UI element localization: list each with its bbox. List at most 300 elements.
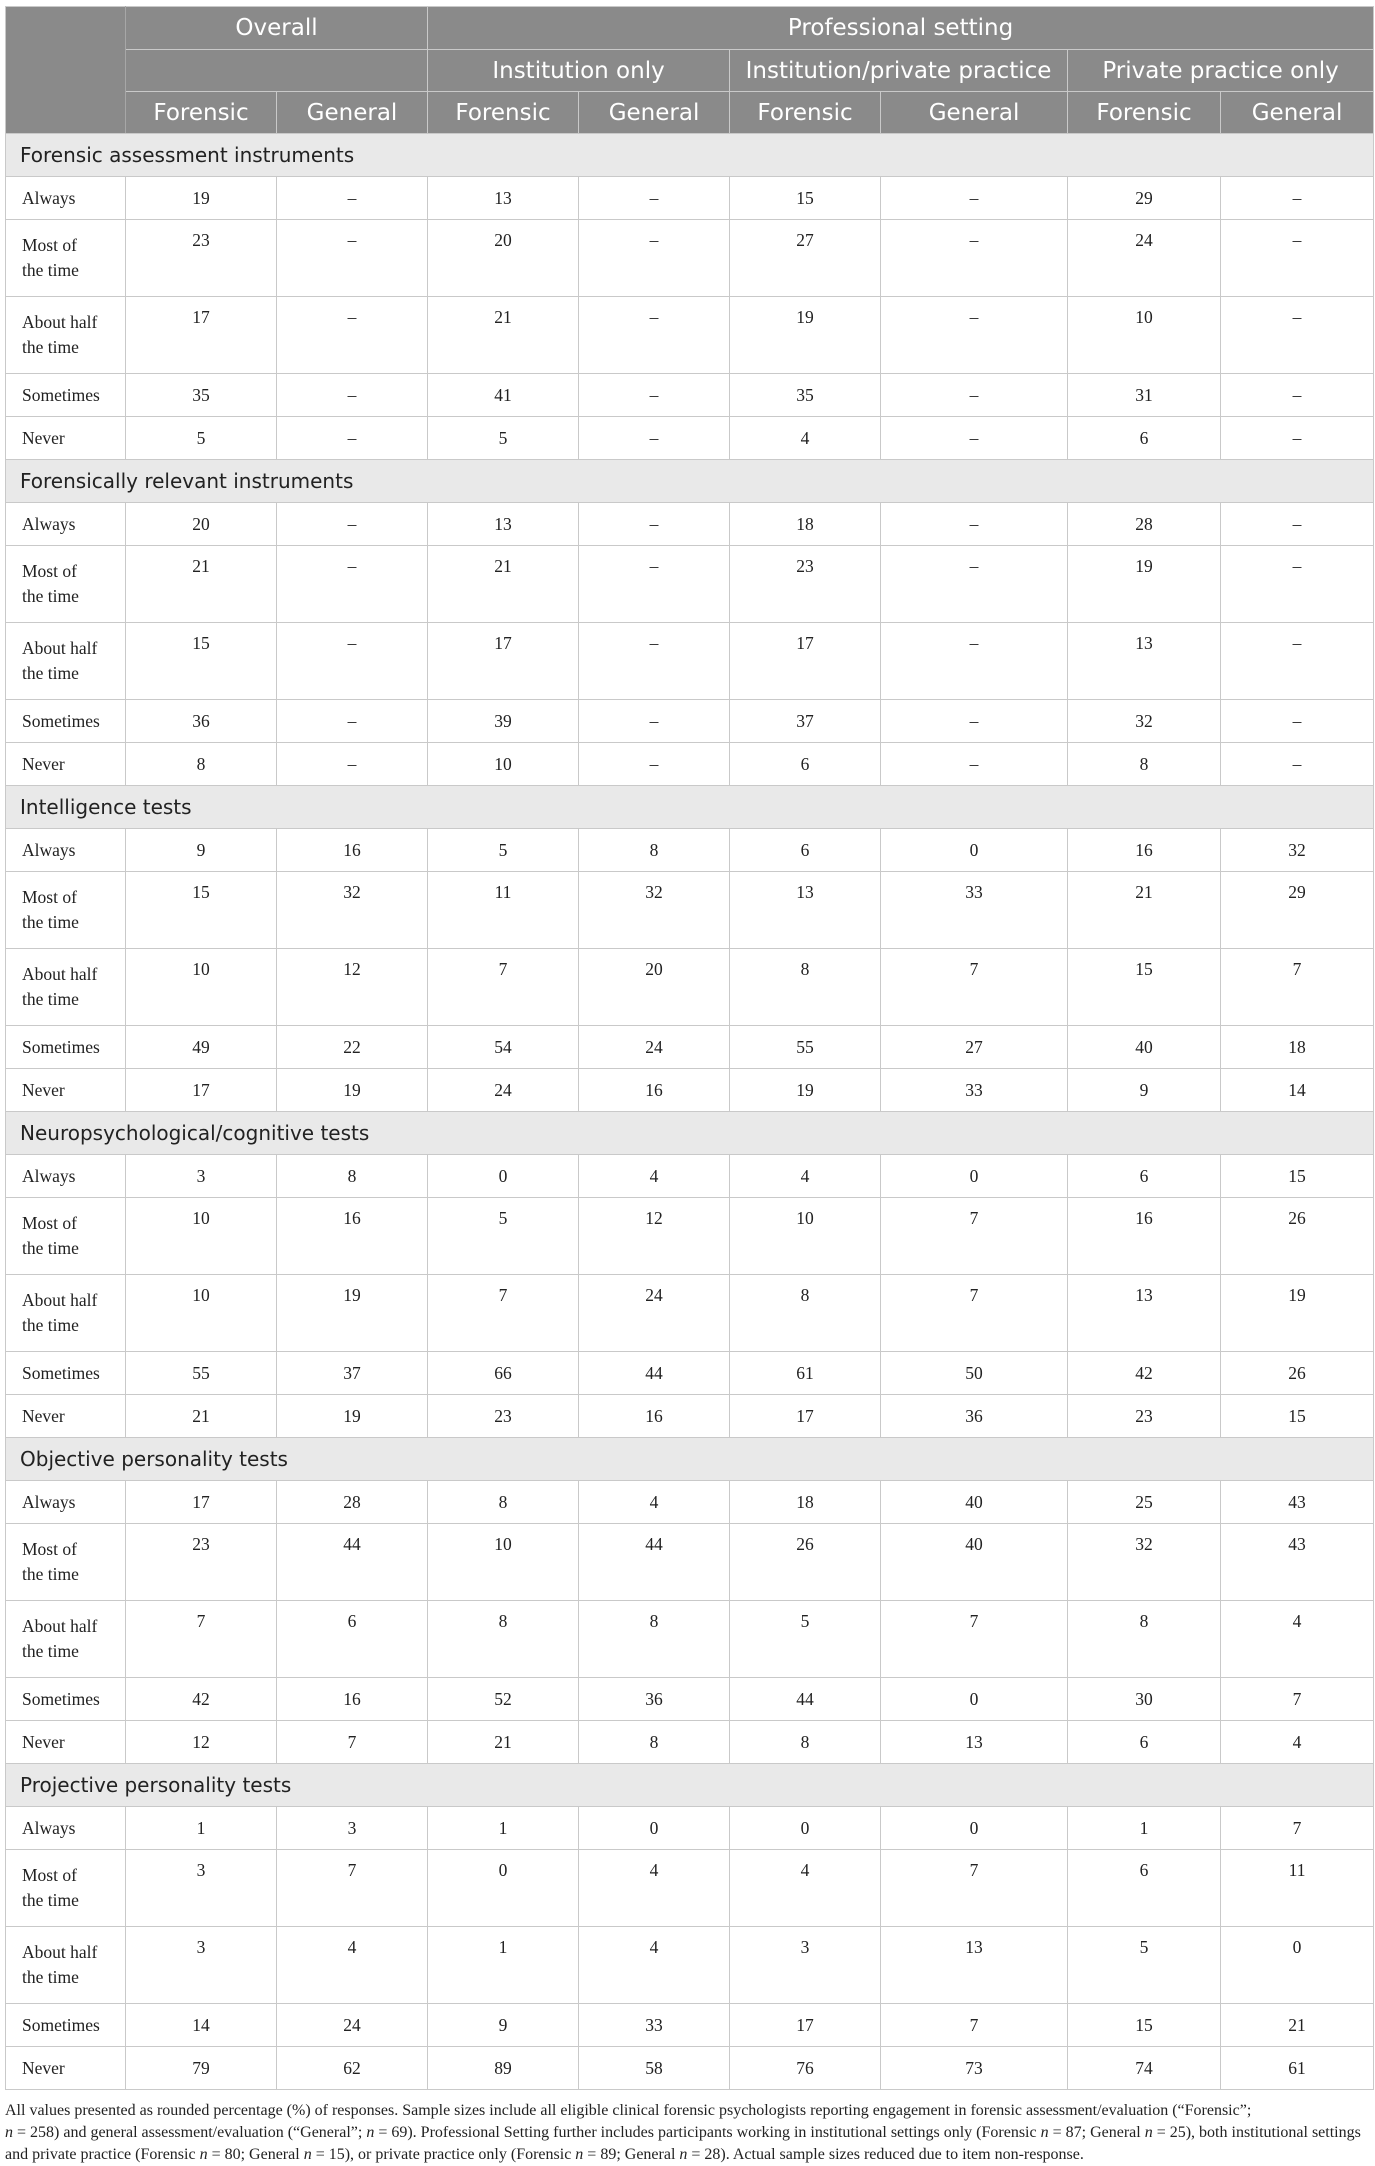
table-cell: – — [277, 743, 428, 786]
table-cell: 54 — [428, 1026, 579, 1069]
table-cell: 6 — [1068, 1721, 1221, 1764]
table-cell: 13 — [428, 503, 579, 546]
table-cell: 8 — [579, 829, 730, 872]
table-cell: 4 — [730, 1850, 881, 1927]
results-table — [5, 6, 1374, 2090]
table-cell: 8 — [579, 1721, 730, 1764]
table-cell: – — [277, 177, 428, 220]
section-title: Neuropsychological/cognitive tests — [6, 1112, 1374, 1155]
table-cell: 12 — [579, 1198, 730, 1275]
table-cell: 20 — [579, 949, 730, 1026]
table-cell: 19 — [126, 177, 277, 220]
table-row — [6, 1678, 1374, 1721]
table-row — [6, 743, 1374, 786]
row-label — [6, 1524, 126, 1601]
table-cell: – — [277, 700, 428, 743]
footnote-text: All values presented as rounded percentage (%) of responses. Sample sizes include all eligible clinical forensic psychologists reporting engagement in forensic assessment/evaluation (“Forensic”; — [5, 2102, 1252, 2119]
section-title: Intelligence tests — [6, 786, 1374, 829]
table-cell: 1 — [428, 1927, 579, 2004]
table-cell: – — [881, 297, 1068, 374]
table-cell: 32 — [1068, 1524, 1221, 1601]
table-cell: 10 — [126, 949, 277, 1026]
table-cell: 9 — [1068, 1069, 1221, 1112]
table-cell: 17 — [730, 2004, 881, 2047]
table-cell: 20 — [126, 503, 277, 546]
table-row — [6, 417, 1374, 460]
table-cell: 23 — [126, 1524, 277, 1601]
table-cell: 16 — [277, 1198, 428, 1275]
row-label-line: the time — [22, 260, 79, 280]
table-cell: 32 — [579, 872, 730, 949]
table-cell: 13 — [428, 177, 579, 220]
table-cell: 0 — [1221, 1927, 1374, 2004]
table-cell: 27 — [730, 220, 881, 297]
row-label — [6, 1601, 126, 1678]
row-label-line: About half — [22, 638, 98, 658]
table-cell: 5 — [428, 829, 579, 872]
table-cell: 5 — [1068, 1927, 1221, 2004]
table-cell: 23 — [126, 220, 277, 297]
table-cell: 0 — [730, 1807, 881, 1850]
table-cell: 24 — [1068, 220, 1221, 297]
table-row — [6, 1927, 1374, 2004]
table-cell: 1 — [1068, 1807, 1221, 1850]
header-private-only: Private practice only — [1068, 50, 1374, 92]
table-cell: 8 — [277, 1155, 428, 1198]
table-cell: 17 — [730, 623, 881, 700]
table-cell: 14 — [1221, 1069, 1374, 1112]
table-cell: 0 — [881, 1678, 1068, 1721]
table-row — [6, 1198, 1374, 1275]
table-cell: 35 — [730, 374, 881, 417]
row-label: Always — [6, 1807, 126, 1850]
table-cell: 7 — [881, 1198, 1068, 1275]
table-cell: – — [881, 623, 1068, 700]
table-cell: 33 — [881, 872, 1068, 949]
footnote-text: = 25), both institutional settings and private practice (Forensic — [5, 2124, 1361, 2163]
table-cell: 40 — [881, 1481, 1068, 1524]
table-cell: 10 — [730, 1198, 881, 1275]
row-label-line: the time — [22, 1315, 79, 1335]
table-cell: 6 — [730, 743, 881, 786]
row-label — [6, 546, 126, 623]
table-row — [6, 1850, 1374, 1927]
table-row — [6, 177, 1374, 220]
table-cell: 40 — [1068, 1026, 1221, 1069]
table-cell: 30 — [1068, 1678, 1221, 1721]
row-label-line: About half — [22, 1942, 98, 1962]
table-cell: 0 — [881, 829, 1068, 872]
table-cell: 7 — [881, 1850, 1068, 1927]
table-cell: 44 — [730, 1678, 881, 1721]
table-cell: 6 — [277, 1601, 428, 1678]
row-label: Never — [6, 2047, 126, 2090]
table-cell: 61 — [1221, 2047, 1374, 2090]
table-row — [6, 1155, 1374, 1198]
table-cell: 7 — [881, 1601, 1068, 1678]
table-cell: – — [579, 623, 730, 700]
table-cell: 15 — [1068, 2004, 1221, 2047]
row-label — [6, 1850, 126, 1927]
header-general: General — [277, 92, 428, 134]
table-cell: 12 — [126, 1721, 277, 1764]
table-cell: 7 — [428, 949, 579, 1026]
table-cell: 55 — [730, 1026, 881, 1069]
row-label: Always — [6, 829, 126, 872]
table-cell: 15 — [1221, 1155, 1374, 1198]
table-cell: – — [579, 417, 730, 460]
table-cell: 4 — [1221, 1601, 1374, 1678]
section-title: Projective personality tests — [6, 1764, 1374, 1807]
row-label — [6, 1275, 126, 1352]
table-cell: 15 — [1068, 949, 1221, 1026]
table-cell: – — [881, 546, 1068, 623]
table-cell: 44 — [277, 1524, 428, 1601]
table-cell: 74 — [1068, 2047, 1221, 2090]
table-cell: 16 — [277, 1678, 428, 1721]
table-cell: 0 — [881, 1155, 1068, 1198]
table-cell: – — [579, 700, 730, 743]
table-cell: 13 — [881, 1927, 1068, 2004]
table-cell: 13 — [881, 1721, 1068, 1764]
row-label: Never — [6, 1069, 126, 1112]
table-cell: 5 — [428, 417, 579, 460]
table-cell: 13 — [1068, 1275, 1221, 1352]
table-cell: – — [1221, 700, 1374, 743]
header-corner — [6, 7, 126, 134]
row-label-line: the time — [22, 337, 79, 357]
table-cell: – — [579, 220, 730, 297]
header-forensic: Forensic — [1068, 92, 1221, 134]
table-cell: 23 — [1068, 1395, 1221, 1438]
header-overall-spacer — [126, 50, 428, 92]
table-cell: – — [1221, 546, 1374, 623]
table-cell: 1 — [126, 1807, 277, 1850]
table-cell: 10 — [428, 743, 579, 786]
table-body — [6, 134, 1374, 2090]
table-cell: 4 — [730, 1155, 881, 1198]
row-label-line: the time — [22, 1564, 79, 1584]
header-institution-private: Institution/private practice — [730, 50, 1068, 92]
table-cell: – — [277, 546, 428, 623]
section-header-row — [6, 1438, 1374, 1481]
row-label-line: the time — [22, 1641, 79, 1661]
table-cell: 10 — [126, 1198, 277, 1275]
table-cell: 8 — [579, 1601, 730, 1678]
table-cell: 14 — [126, 2004, 277, 2047]
table-cell: 32 — [277, 872, 428, 949]
table-footnote — [5, 2100, 1371, 2166]
table-cell: 58 — [579, 2047, 730, 2090]
table-cell: 15 — [126, 872, 277, 949]
table-cell: – — [1221, 220, 1374, 297]
table-row — [6, 1481, 1374, 1524]
table-cell: 19 — [730, 1069, 881, 1112]
table-cell: 26 — [1221, 1198, 1374, 1275]
header-forensic: Forensic — [730, 92, 881, 134]
table-cell: – — [579, 297, 730, 374]
table-row — [6, 1524, 1374, 1601]
row-label — [6, 872, 126, 949]
footnote-text: = 258) and general assessment/evaluation (“General”; — [13, 2124, 367, 2141]
section-header-row — [6, 786, 1374, 829]
table-cell: – — [1221, 623, 1374, 700]
footnote-n: n — [575, 2146, 584, 2163]
table-cell: – — [881, 417, 1068, 460]
table-cell: 16 — [1068, 1198, 1221, 1275]
table-cell: – — [277, 297, 428, 374]
row-label: Never — [6, 417, 126, 460]
table-cell: – — [277, 417, 428, 460]
table-cell: 3 — [126, 1927, 277, 2004]
table-row — [6, 297, 1374, 374]
row-label: Sometimes — [6, 1352, 126, 1395]
table-cell: 44 — [579, 1352, 730, 1395]
table-cell: 16 — [579, 1395, 730, 1438]
table-cell: 10 — [126, 1275, 277, 1352]
table-cell: 19 — [730, 297, 881, 374]
table-cell: 19 — [1068, 546, 1221, 623]
table-row — [6, 220, 1374, 297]
table-cell: 7 — [881, 2004, 1068, 2047]
section-title: Objective personality tests — [6, 1438, 1374, 1481]
row-label-line: the time — [22, 1238, 79, 1258]
table-cell: 16 — [579, 1069, 730, 1112]
table-cell: 19 — [1221, 1275, 1374, 1352]
header-forensic: Forensic — [126, 92, 277, 134]
header-general: General — [579, 92, 730, 134]
table-cell: 25 — [1068, 1481, 1221, 1524]
table-cell: 8 — [126, 743, 277, 786]
table-cell: 10 — [1068, 297, 1221, 374]
table-cell: 15 — [1221, 1395, 1374, 1438]
table-cell: – — [579, 503, 730, 546]
row-label-line: About half — [22, 1290, 98, 1310]
table-cell: 3 — [277, 1807, 428, 1850]
row-label-line: About half — [22, 964, 98, 984]
table-cell: 33 — [881, 1069, 1068, 1112]
table-cell: 49 — [126, 1026, 277, 1069]
table-cell: 4 — [579, 1155, 730, 1198]
footnote-n: n — [1040, 2124, 1049, 2141]
section-header-row — [6, 1764, 1374, 1807]
table-cell: 41 — [428, 374, 579, 417]
table-cell: – — [881, 700, 1068, 743]
table-cell: 28 — [1068, 503, 1221, 546]
table-cell: 0 — [428, 1155, 579, 1198]
table-cell: 19 — [277, 1069, 428, 1112]
table-cell: 24 — [428, 1069, 579, 1112]
table-cell: 31 — [1068, 374, 1221, 417]
row-label: Always — [6, 503, 126, 546]
table-cell: – — [277, 503, 428, 546]
table-row — [6, 1601, 1374, 1678]
row-label: Sometimes — [6, 2004, 126, 2047]
table-cell: 7 — [277, 1721, 428, 1764]
table-cell: 21 — [428, 1721, 579, 1764]
header-professional-setting: Professional setting — [428, 7, 1374, 50]
table-cell: 7 — [1221, 1678, 1374, 1721]
table-cell: 29 — [1068, 177, 1221, 220]
table-cell: 9 — [428, 2004, 579, 2047]
header-general: General — [1221, 92, 1374, 134]
row-label-line: the time — [22, 1890, 79, 1910]
table-row — [6, 949, 1374, 1026]
table-cell: 6 — [730, 829, 881, 872]
table-cell: 26 — [730, 1524, 881, 1601]
table-cell: 55 — [126, 1352, 277, 1395]
table-cell: 18 — [730, 503, 881, 546]
table-cell: 29 — [1221, 872, 1374, 949]
footnote-text: = 80; General — [207, 2146, 304, 2163]
table-cell: – — [1221, 503, 1374, 546]
table-cell: 42 — [1068, 1352, 1221, 1395]
row-label: Sometimes — [6, 700, 126, 743]
table-cell: – — [881, 374, 1068, 417]
footnote-text: = 28). Actual sample sizes reduced due to item non-response. — [687, 2146, 1084, 2163]
row-label — [6, 623, 126, 700]
table-cell: 16 — [1068, 829, 1221, 872]
footnote-text: = 89; General — [583, 2146, 680, 2163]
footnote-text: = 15), or private practice only (Forensic — [311, 2146, 576, 2163]
table-cell: 19 — [277, 1395, 428, 1438]
table-cell: 32 — [1221, 829, 1374, 872]
table-cell: 27 — [881, 1026, 1068, 1069]
table-cell: – — [277, 623, 428, 700]
table-cell: 52 — [428, 1678, 579, 1721]
table-cell: 21 — [126, 1395, 277, 1438]
table-cell: 12 — [277, 949, 428, 1026]
section-header-row — [6, 460, 1374, 503]
table-cell: 36 — [126, 700, 277, 743]
row-label: Sometimes — [6, 374, 126, 417]
table-cell: 33 — [579, 2004, 730, 2047]
table-cell: 7 — [1221, 1807, 1374, 1850]
footnote-n: n — [199, 2146, 208, 2163]
table-cell: 7 — [126, 1601, 277, 1678]
table-cell: 35 — [126, 374, 277, 417]
table-cell: 40 — [881, 1524, 1068, 1601]
table-row — [6, 872, 1374, 949]
table-cell: 21 — [1068, 872, 1221, 949]
table-cell: 7 — [277, 1850, 428, 1927]
header-overall: Overall — [126, 7, 428, 50]
row-label-line: About half — [22, 312, 98, 332]
table-cell: 43 — [1221, 1481, 1374, 1524]
table-row — [6, 829, 1374, 872]
table-cell: 18 — [1221, 1026, 1374, 1069]
footnote-n: n — [1144, 2124, 1153, 2141]
row-label: Sometimes — [6, 1678, 126, 1721]
header-forensic: Forensic — [428, 92, 579, 134]
table-cell: 4 — [579, 1481, 730, 1524]
table-cell: 26 — [1221, 1352, 1374, 1395]
header-general: General — [881, 92, 1068, 134]
table-cell: – — [1221, 297, 1374, 374]
row-label — [6, 297, 126, 374]
row-label — [6, 1927, 126, 2004]
table-cell: – — [1221, 177, 1374, 220]
table-cell: 1 — [428, 1807, 579, 1850]
table-cell: 10 — [428, 1524, 579, 1601]
table-cell: 0 — [579, 1807, 730, 1850]
table-cell: 20 — [428, 220, 579, 297]
table-cell: 15 — [730, 177, 881, 220]
table-row — [6, 1026, 1374, 1069]
table-cell: 4 — [730, 417, 881, 460]
table-cell: 21 — [428, 297, 579, 374]
table-cell: 0 — [428, 1850, 579, 1927]
row-label: Sometimes — [6, 1026, 126, 1069]
row-label: Always — [6, 1481, 126, 1524]
table-cell: 8 — [1068, 743, 1221, 786]
row-label: Always — [6, 1155, 126, 1198]
table-cell: 36 — [579, 1678, 730, 1721]
row-label-line: the time — [22, 663, 79, 683]
table-cell: 6 — [1068, 1850, 1221, 1927]
footnote-text: = 87; General — [1048, 2124, 1145, 2141]
section-header-row — [6, 134, 1374, 177]
table-cell: – — [579, 743, 730, 786]
footnote-n: n — [5, 2124, 13, 2141]
row-label-line: the time — [22, 1967, 79, 1987]
table-cell: – — [1221, 417, 1374, 460]
table-cell: 16 — [277, 829, 428, 872]
table-cell: 13 — [730, 872, 881, 949]
table-row — [6, 374, 1374, 417]
table-cell: 76 — [730, 2047, 881, 2090]
row-label-line: About half — [22, 1616, 98, 1636]
table-cell: 18 — [730, 1481, 881, 1524]
table-row — [6, 2004, 1374, 2047]
table-cell: 7 — [1221, 949, 1374, 1026]
row-label — [6, 949, 126, 1026]
table-cell: 15 — [126, 623, 277, 700]
section-title: Forensic assessment instruments — [6, 134, 1374, 177]
table-cell: 89 — [428, 2047, 579, 2090]
table-cell: 8 — [428, 1601, 579, 1678]
table-cell: 21 — [428, 546, 579, 623]
table-cell: – — [1221, 374, 1374, 417]
table-cell: – — [1221, 743, 1374, 786]
row-label: Never — [6, 1395, 126, 1438]
table-row — [6, 1069, 1374, 1112]
table-cell: 79 — [126, 2047, 277, 2090]
table-cell: 17 — [126, 1069, 277, 1112]
table-cell: 3 — [126, 1850, 277, 1927]
table-cell: 17 — [126, 297, 277, 374]
table-cell: – — [881, 743, 1068, 786]
table-row — [6, 623, 1374, 700]
table-cell: 17 — [126, 1481, 277, 1524]
row-label-line: Most of — [22, 887, 77, 907]
table-cell: 5 — [428, 1198, 579, 1275]
table-cell: 8 — [730, 949, 881, 1026]
table-cell: 6 — [1068, 1155, 1221, 1198]
table-cell: 22 — [277, 1026, 428, 1069]
section-header-row — [6, 1112, 1374, 1155]
row-label-line: Most of — [22, 1539, 77, 1559]
table-cell: 8 — [730, 1275, 881, 1352]
row-label-line: Most of — [22, 1213, 77, 1233]
table-cell: 24 — [579, 1026, 730, 1069]
row-label: Never — [6, 743, 126, 786]
section-title: Forensically relevant instruments — [6, 460, 1374, 503]
table-cell: – — [881, 177, 1068, 220]
table-cell: – — [579, 546, 730, 623]
table-cell: – — [881, 220, 1068, 297]
table-row — [6, 1275, 1374, 1352]
